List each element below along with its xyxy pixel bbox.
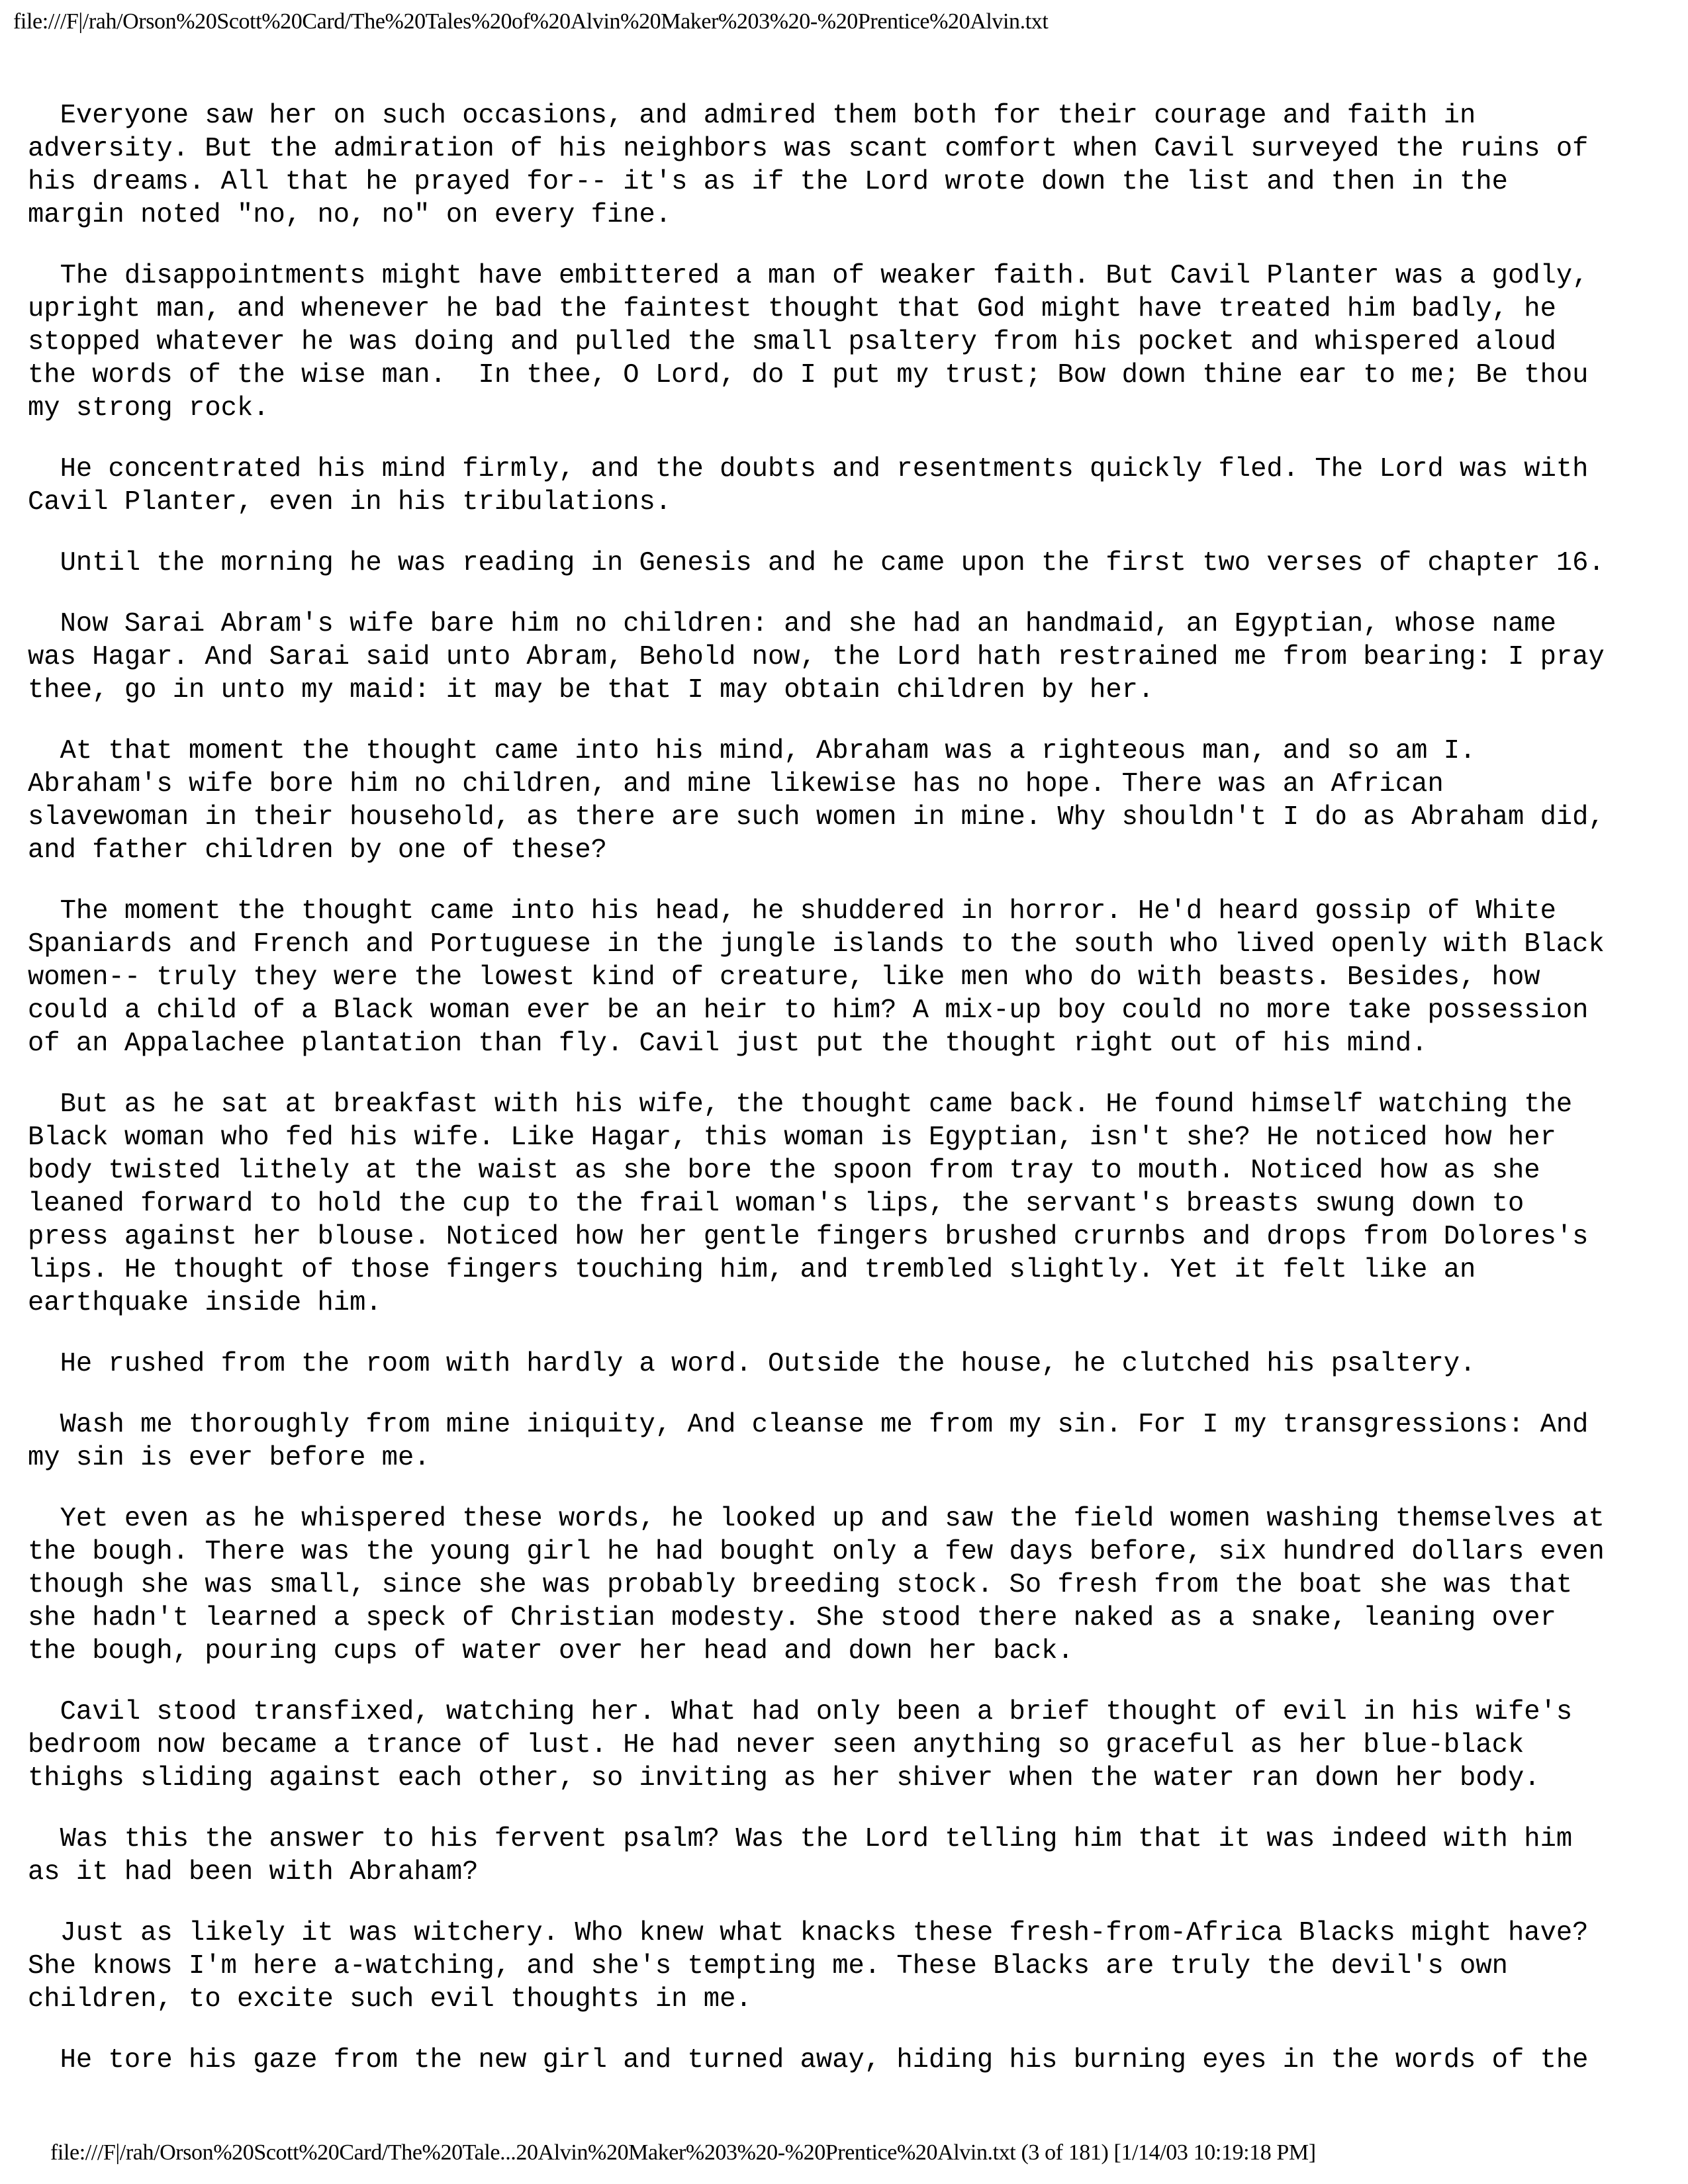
paragraph: He tore his gaze from the new girl and turned away, hiding his burning eyes in the words of the xyxy=(28,2045,1589,2075)
paragraph: He rushed from the room with hardly a word. Outside the house, he clutched his psaltery. xyxy=(28,1349,1476,1379)
paragraph: Now Sarai Abram's wife bare him no children: and she had an handmaid, an Egyptian, whose name was Hagar. And Sarai said unto Abram, Behold now, the Lord hath restrained me from bearing: I pray thee, go in unto my maid: it may be that I may obtain children by her. xyxy=(28,609,1605,705)
paragraph: Cavil stood transfixed, watching her. What had only been a brief thought of evil in his wife's bedroom now became a trance of lust. He had never seen anything so graceful as her blue-black thighs sliding against each other, so inviting as her shiver when the water ran down her body. xyxy=(28,1697,1573,1794)
document-body xyxy=(28,99,1669,2105)
paragraph: Until the morning he was reading in Genesis and he came upon the first two verses of chapter 16. xyxy=(28,548,1605,578)
paragraph: Just as likely it was witchery. Who knew what knacks these fresh-from-Africa Blacks might have? She knows I'm here a-watching, and she's tempting me. These Blacks are truly the devil's own children, to excite such evil thoughts in me. xyxy=(28,1918,1589,2015)
paragraph: Yet even as he whispered these words, he looked up and saw the field women washing themselves at the bough. There was the young girl he had bought only a few days before, six hundred dollars even though she was small, since she was probably breeding stock. So fresh from the boat she was that she hadn't learned a speck of Christian modesty. She stood there naked as a snake, leaning over the bough, pouring cups of water over her head and down her back. xyxy=(28,1504,1605,1666)
paragraph: At that moment the thought came into his mind, Abraham was a righteous man, and so am I. Abraham's wife bore him no children, and mine likewise has no hope. There was an African slavewoman in their household, as there are such women in mine. Why shouldn't I do as Abraham did, and father children by one of these? xyxy=(28,736,1605,866)
paragraph: Everyone saw her on such occasions, and admired them both for their courage and faith in adversity. But the admiration of his neighbors was scant comfort when Cavil surveyed the ruins of his dreams. All that he prayed for-- it's as if the Lord wrote down the list and then in the margin noted "no, no, no" on every fine. xyxy=(28,101,1589,230)
page-header-url: file:///F|/rah/Orson%20Scott%20Card/The%20Tales%20of%20Alvin%20Maker%203%20-%20Prentice%20Alvin.txt xyxy=(13,9,1049,34)
paragraph: He concentrated his mind firmly, and the doubts and resentments quickly fled. The Lord was with Cavil Planter, even in his tribulations. xyxy=(28,454,1589,518)
page-footer-url: file:///F|/rah/Orson%20Scott%20Card/The%20Tale...20Alvin%20Maker%203%20-%20Prentice%20Alvin.txt (3 of 181) [1/14/03 10:19:18 PM] xyxy=(50,2140,1316,2165)
paragraph: The moment the thought came into his head, he shuddered in horror. He'd heard gossip of White Spaniards and French and Portuguese in the jungle islands to the south who lived openly with Black women-- truly they were the lowest kind of creature, like men who do with beasts. Besides, how could a child of a Black woman ever be an heir to him? A mix-up boy could no more take possession of an Appalachee plantation than fly. Cavil just put the thought right out of his mind. xyxy=(28,896,1605,1059)
paragraph: But as he sat at breakfast with his wife, the thought came back. He found himself watching the Black woman who fed his wife. Like Hagar, this woman is Egyptian, isn't she? He noticed how her body twisted lithely at the waist as she bore the spoon from tray to mouth. Noticed how as she leaned forward to hold the cup to the frail woman's lips, the servant's breasts swung down to press against her blouse. Noticed how her gentle fingers brushed crurnbs and drops from Dolores's lips. He thought of those fingers touching him, and trembled slightly. Yet it felt like an earthquake inside him. xyxy=(28,1089,1589,1318)
paragraph: The disappointments might have embittered a man of weaker faith. But Cavil Planter was a godly, upright man, and whenever he bad the faintest thought that God might have treated him badly, he stopped whatever he was doing and pulled the small psaltery from his pocket and whispered aloud the words of the wise man. In thee, O Lord, do I put my trust; Bow down thine ear to me; Be thou my strong rock. xyxy=(28,261,1589,424)
paragraph: Wash me thoroughly from mine iniquity, And cleanse me from my sin. For I my transgressions: And my sin is ever before me. xyxy=(28,1410,1589,1473)
paragraph: Was this the answer to his fervent psalm? Was the Lord telling him that it was indeed with him as it had been with Abraham? xyxy=(28,1824,1573,1888)
